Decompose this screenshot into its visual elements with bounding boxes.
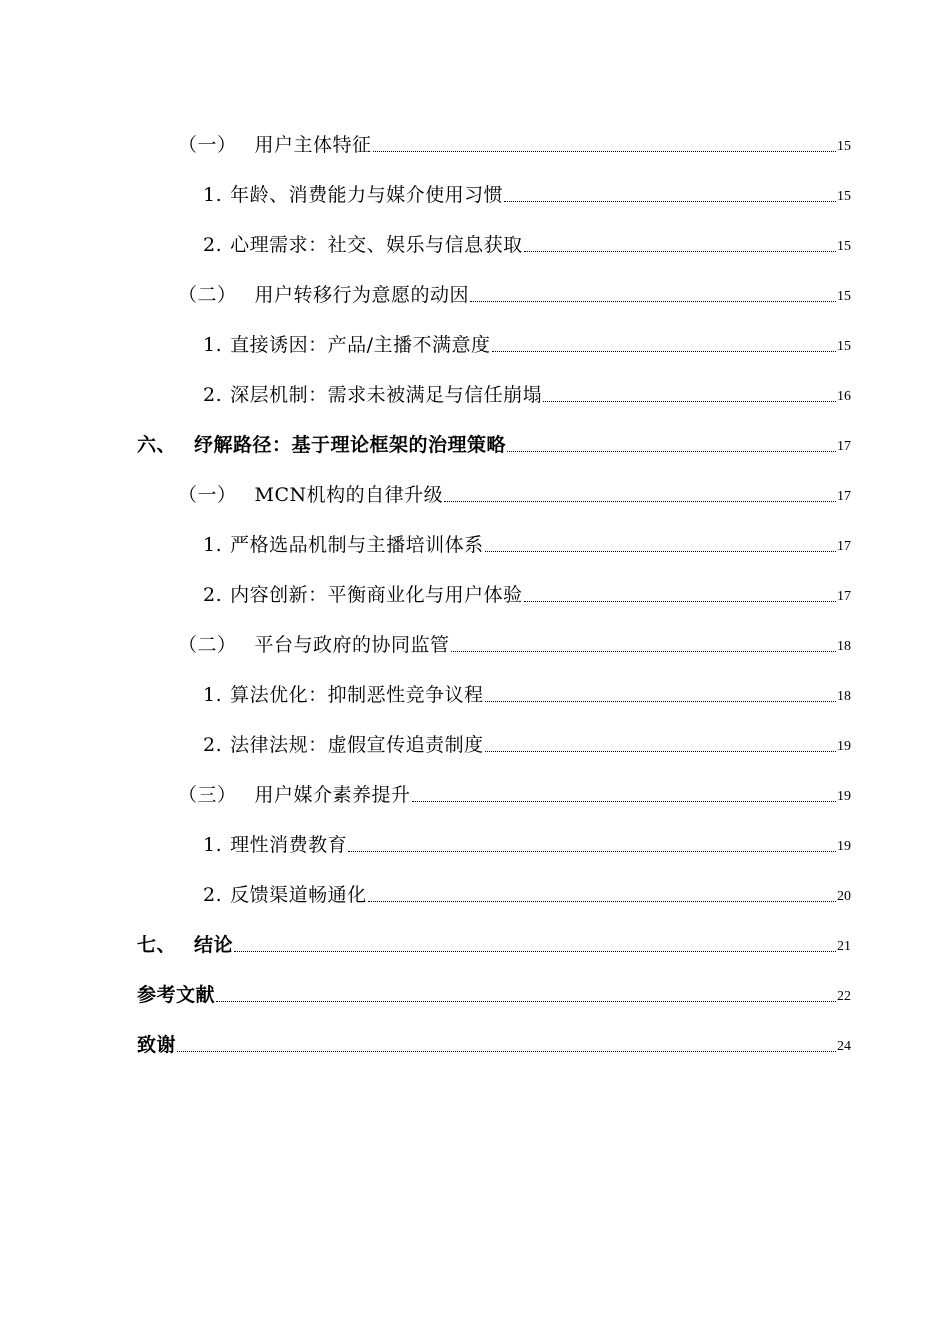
toc-entry-title: 纾解路径：基于理论框架的治理策略 [194, 434, 507, 456]
toc-entry[interactable] [203, 226, 851, 256]
dot-leader [507, 451, 836, 452]
toc-entry-page: 16 [837, 389, 851, 404]
toc-entry-page: 19 [837, 739, 851, 754]
toc-entry[interactable] [203, 726, 851, 756]
toc-entry-title: 内容创新：平衡商业化与用户体验 [230, 584, 523, 606]
toc-entry-page: 17 [837, 489, 851, 504]
dot-leader [451, 651, 836, 652]
toc-entry-number: （二） [178, 284, 237, 306]
toc-entry-page: 15 [837, 339, 851, 354]
toc-entry-number: （三） [178, 784, 237, 806]
dot-leader [492, 351, 836, 352]
toc-entry-title: 深层机制：需求未被满足与信任崩塌 [230, 384, 543, 406]
toc-entry-title: 用户主体特征 [254, 134, 372, 156]
toc-entry-page: 17 [837, 439, 851, 454]
toc-entry-title: 严格选品机制与主播培训体系 [230, 534, 484, 556]
toc-entry-title: 心理需求：社交、娱乐与信息获取 [230, 234, 523, 256]
toc-entry-number: （二） [178, 634, 237, 656]
toc-entry-title: MCN机构的自律升级 [254, 484, 444, 506]
toc-entry-title: 法律法规：虚假宣传追责制度 [230, 734, 484, 756]
toc-entry-page: 19 [837, 789, 851, 804]
toc-entry-page: 18 [837, 639, 851, 654]
toc-entry-number: 1. [203, 534, 223, 556]
toc-entry[interactable] [203, 826, 851, 856]
toc-entry[interactable] [203, 576, 851, 606]
toc-entry-title: 算法优化：抑制恶性竞争议程 [230, 684, 484, 706]
toc-entry-title: 理性消费教育 [230, 834, 348, 856]
toc-entry-page: 15 [837, 289, 851, 304]
toc-entry-acknowledgements[interactable] [137, 1026, 851, 1056]
dot-leader [485, 551, 836, 552]
toc-entry-number: 七、 [137, 934, 177, 956]
dot-leader [524, 251, 836, 252]
toc-entry-title: 用户媒介素养提升 [254, 784, 411, 806]
toc-entry-number: 1. [203, 834, 223, 856]
toc-entry-number: （一） [178, 484, 237, 506]
toc-entry-page: 17 [837, 589, 851, 604]
toc-entry-number: 1. [203, 684, 223, 706]
toc-entry-page: 22 [837, 989, 851, 1004]
toc-entry-page: 15 [837, 239, 851, 254]
toc-entry-page: 15 [837, 139, 851, 154]
toc-entry[interactable] [178, 776, 851, 806]
dot-leader [504, 201, 836, 202]
dot-leader [543, 401, 836, 402]
toc-entry[interactable] [203, 526, 851, 556]
dot-leader [177, 1051, 836, 1052]
toc-entry-number: 1. [203, 184, 223, 206]
toc-entry[interactable] [203, 876, 851, 906]
toc-entry-page: 24 [837, 1039, 851, 1054]
toc-entry[interactable] [203, 326, 851, 356]
toc-entry[interactable] [178, 276, 851, 306]
toc-entry-title: 年龄、消费能力与媒介使用习惯 [230, 184, 504, 206]
toc-entry[interactable] [178, 126, 851, 156]
toc-entry-number: 2. [203, 734, 223, 756]
dot-leader [412, 801, 836, 802]
toc-entry-page: 21 [837, 939, 851, 954]
dot-leader [373, 151, 836, 152]
toc-entry-chapter[interactable] [137, 426, 851, 456]
toc-entry-page: 18 [837, 689, 851, 704]
toc-entry-title: 用户转移行为意愿的动因 [254, 284, 470, 306]
dot-leader [485, 701, 836, 702]
toc-entry-page: 20 [837, 889, 851, 904]
toc-entry[interactable] [203, 676, 851, 706]
toc-entry-title: 致谢 [137, 1034, 177, 1056]
toc-entry-page: 19 [837, 839, 851, 854]
dot-leader [485, 751, 836, 752]
dot-leader [348, 851, 836, 852]
toc-entry[interactable] [203, 376, 851, 406]
toc-entry-number: 1. [203, 334, 223, 356]
toc-entry[interactable] [178, 476, 851, 506]
toc-entry-number: 六、 [137, 434, 177, 456]
dot-leader [524, 601, 836, 602]
dot-leader [444, 501, 836, 502]
toc-entry-page: 15 [837, 189, 851, 204]
toc-entry-references[interactable] [137, 976, 851, 1006]
toc-entry[interactable] [178, 626, 851, 656]
toc-entry-number: 2. [203, 884, 223, 906]
toc-entry-title: 平台与政府的协同监管 [254, 634, 450, 656]
toc-entry-chapter[interactable] [137, 926, 851, 956]
toc-entry-number: 2. [203, 384, 223, 406]
toc-entry-title: 结论 [194, 934, 234, 956]
toc-entry-number: 2. [203, 234, 223, 256]
dot-leader [470, 301, 836, 302]
toc-entry-number: 2. [203, 584, 223, 606]
toc-entry-number: （一） [178, 134, 237, 156]
dot-leader [216, 1001, 836, 1002]
dot-leader [234, 951, 836, 952]
toc-entry-title: 参考文献 [137, 984, 216, 1006]
toc-entry-title: 直接诱因：产品/主播不满意度 [230, 334, 491, 356]
toc-entry[interactable] [203, 176, 851, 206]
dot-leader [368, 901, 836, 902]
toc-entry-page: 17 [837, 539, 851, 554]
toc-entry-title: 反馈渠道畅通化 [230, 884, 367, 906]
